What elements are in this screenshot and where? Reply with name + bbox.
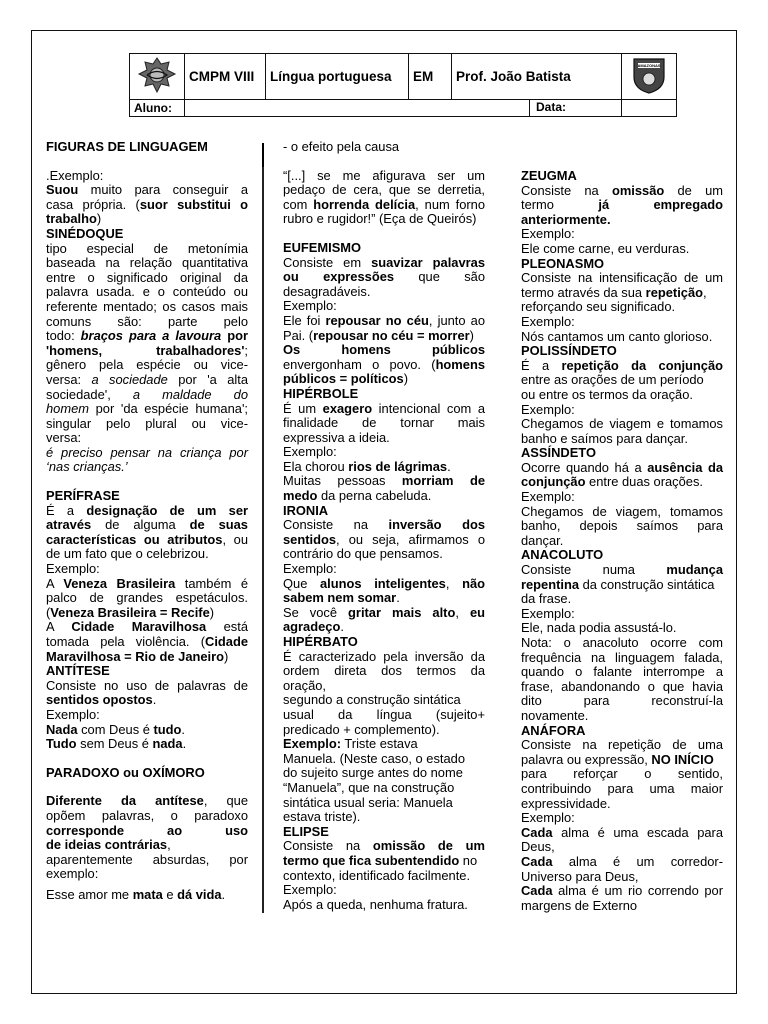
- section-title-paradoxo: PARADOXO ou OXÍMORO: [46, 764, 205, 780]
- text-bold: conjunção: [521, 474, 586, 490]
- text: palavra ou expressão,: [521, 751, 652, 767]
- text-bold: suavizar palavras: [371, 254, 485, 270]
- text-bold: suor substitui o: [139, 196, 248, 212]
- section-title-anafora: ANÁFORA: [521, 722, 586, 738]
- text-bold: 'homens, trabalhadores': [46, 342, 245, 358]
- text-line: gênero pela espécie ou vice-: [46, 357, 248, 373]
- text-bold: tudo: [153, 721, 182, 737]
- text-line: baseada na relação quantitativa: [46, 255, 248, 271]
- text: .: [396, 590, 400, 606]
- example-label: Exemplo:: [521, 401, 575, 417]
- text-bold: repousar no céu: [325, 312, 429, 328]
- teacher-name: Prof. João Batista: [452, 54, 622, 100]
- student-field[interactable]: [185, 100, 622, 117]
- text: É um: [283, 400, 323, 416]
- text-line: tipo especial de metonímia: [46, 240, 248, 256]
- text-bold: medo: [283, 488, 318, 504]
- text-line: banho, depois saímos para: [521, 518, 723, 534]
- text: ): [403, 371, 408, 387]
- text-line: Consiste no uso de palavras de: [46, 677, 248, 693]
- text: ): [469, 327, 474, 343]
- text: Ele foi: [283, 312, 326, 328]
- text-line: margens de Externo: [521, 897, 638, 913]
- text-bold: sabem nem somar: [283, 590, 397, 606]
- text-bold: alunos inteligentes: [320, 575, 446, 591]
- text: .: [182, 736, 187, 752]
- level-label: EM: [409, 54, 452, 100]
- text-line: Nota: o anacoluto ocorre com: [521, 635, 723, 650]
- text-line: para reforçar o sentido,: [521, 766, 723, 782]
- section-title-sinedoque: SINÉDOQUE: [46, 225, 124, 241]
- text: termo através da sua: [521, 284, 646, 300]
- section-title-pleonasmo: PLEONASMO: [521, 255, 605, 271]
- text: Ela chorou: [283, 458, 349, 474]
- section-title-hiperbato: HIPÉRBATO: [283, 634, 358, 649]
- text-line: do sujeito surge antes do nome: [283, 765, 463, 781]
- text-bold: Diferente da antítese: [46, 793, 204, 809]
- text-line: segundo a construção sintática: [283, 692, 461, 708]
- column-divider-mark: [262, 143, 264, 167]
- text-bold: eu: [469, 604, 485, 620]
- text-bold: Veneza Brasileira = Recife: [50, 604, 210, 620]
- text-bold: designação de um ser: [86, 502, 249, 518]
- text-line: contribuindo para uma maior: [521, 780, 723, 796]
- text: tomada pela violência. (: [46, 634, 206, 649]
- text-bold: características ou atributos: [46, 531, 223, 547]
- text: com: [283, 196, 314, 212]
- section-title-anacoluto: ANACOLUTO: [521, 547, 604, 563]
- text-bold: ou expressões: [283, 269, 395, 285]
- text-line: quando o falante interrompe a: [521, 664, 723, 680]
- text-line: entre o significado original da: [46, 269, 248, 285]
- section-title-eufemismo: EUFEMISMO: [283, 239, 362, 255]
- text-line: Consiste na intensificação de um: [521, 270, 723, 286]
- text-bold: por: [221, 328, 248, 344]
- text: ,: [703, 284, 707, 300]
- section-title-elipse: ELIPSE: [283, 823, 329, 839]
- text-bold: NO INÍCIO: [651, 751, 714, 767]
- text-line: usual da língua (sujeito+: [283, 706, 485, 722]
- subject-name: Língua portuguesa: [266, 54, 409, 100]
- text-line: finalidade de tornar mais: [283, 415, 485, 431]
- text-line: desagradáveis.: [283, 283, 371, 299]
- text-bold: já empregado: [598, 197, 723, 213]
- text-bold: trabalho: [46, 211, 97, 227]
- text-bold: rios de lágrimas: [348, 458, 448, 474]
- text: Consiste na: [283, 517, 389, 533]
- text-line: novamente.: [521, 707, 589, 723]
- text: Triste estava: [341, 736, 418, 752]
- text-bold: Cidade: [205, 634, 248, 649]
- text: Consiste numa: [521, 562, 667, 578]
- text-bold: exagero: [322, 400, 373, 416]
- text-line: reforçando seu significado.: [521, 299, 676, 315]
- text-line: comuns são: parte pelo: [46, 313, 248, 329]
- text: envergonham o povo. (: [283, 356, 436, 372]
- text-line: da frase.: [521, 591, 572, 607]
- text-line: dançar.: [521, 532, 564, 548]
- text-bold: agradeço: [283, 619, 341, 635]
- text: ,: [167, 837, 171, 853]
- left-crest-icon: [130, 54, 185, 100]
- text-bold-italic: braços para a lavoura: [80, 328, 222, 344]
- text-bold: Nada: [46, 721, 78, 737]
- text-bold: homens: [435, 356, 485, 372]
- text: ,: [455, 604, 470, 620]
- text: está: [206, 619, 248, 635]
- text: Se você: [283, 604, 349, 620]
- text-bold: termo que fica subentendido: [283, 852, 460, 868]
- text: ): [224, 648, 229, 664]
- text: A: [46, 575, 64, 591]
- text: Consiste em: [283, 254, 372, 270]
- text-bold: horrenda delícia: [313, 196, 416, 212]
- text-bold: repetição da conjunção: [561, 357, 724, 373]
- text-bold: Cidade Maravilhosa: [71, 619, 207, 635]
- text-bold: sentidos opostos: [46, 692, 153, 708]
- section-title-perifrase: PERÍFRASE: [46, 488, 120, 504]
- text: Consiste na: [283, 838, 373, 854]
- text-line: Após a queda, nenhuma fratura.: [283, 896, 468, 912]
- text: por 'da espécie humana';: [88, 401, 248, 417]
- text-line: palco de grandes espetáculos.: [46, 590, 248, 606]
- text-bold: Cada: [521, 824, 553, 840]
- text-bold: omissão: [611, 182, 665, 198]
- example-label: .Exemplo:: [46, 167, 104, 183]
- text: , ou: [222, 531, 248, 547]
- example-label: Exemplo:: [521, 489, 575, 505]
- text-bold: Tudo: [46, 736, 77, 752]
- column-1: [46, 140, 248, 903]
- text: da construção sintática: [579, 576, 715, 592]
- text-line: predicado + complemento).: [283, 721, 440, 737]
- text-line: frase, abandonando o que havia: [521, 678, 723, 694]
- text-line: estava triste).: [283, 809, 361, 825]
- text: (: [46, 604, 51, 620]
- text-line: expressividade.: [521, 795, 611, 811]
- text: Muitas pessoas: [283, 473, 402, 489]
- text: Que: [283, 575, 321, 591]
- text-italic: a maldade do: [132, 386, 248, 402]
- text-line: referente mentado; os casos mais: [46, 298, 248, 314]
- text-bold: mudança: [666, 562, 723, 578]
- text-line: palavra usada. e o conteúdo ou: [46, 284, 248, 300]
- text-bold: morriam de: [401, 473, 485, 489]
- example-label: Exemplo:: [521, 313, 575, 329]
- text: Esse amor me: [46, 886, 133, 902]
- text-bold: nada: [152, 736, 183, 752]
- section-title-ironia: IRONIA: [283, 502, 329, 518]
- shield-icon: [630, 55, 668, 95]
- text: , junto ao: [428, 312, 485, 328]
- example-label: Exemplo:: [46, 561, 100, 577]
- text-bold: através: [46, 517, 92, 533]
- text: sociedade',: [46, 386, 133, 402]
- text-bold: mata: [132, 886, 163, 902]
- text-bold: inversão dos: [388, 517, 485, 533]
- date-label: Data:: [529, 100, 566, 116]
- example-label: Exemplo:: [283, 561, 337, 577]
- text-line: Chegamos de viagem e tomamos: [521, 416, 723, 432]
- text-line: pedaço de cera, que se derretia,: [283, 182, 485, 198]
- text-bold: anteriormente.: [521, 211, 611, 227]
- text: casa própria. (: [46, 196, 140, 212]
- text-italic: é preciso pensar na criança por: [46, 444, 248, 460]
- text-bold: repentina: [521, 576, 580, 592]
- text: também é: [175, 575, 248, 591]
- text-bold: Cada: [521, 853, 553, 869]
- right-badge-icon: [622, 54, 677, 100]
- column-3: [521, 169, 723, 913]
- text-bold: de suas: [189, 517, 248, 533]
- text: Pai. (: [283, 327, 314, 343]
- text-line: ou entre os termos da oração.: [521, 386, 693, 402]
- text: entre duas orações.: [585, 474, 703, 490]
- text: , ou seja, afirmamos o: [336, 531, 485, 547]
- text-bold: Suou: [46, 182, 79, 198]
- text-line: É caracterizado pela inversão da: [283, 648, 485, 664]
- text-bold: omissão de um: [372, 838, 485, 854]
- student-label: Aluno:: [130, 100, 185, 117]
- badge-text: AMAZONAS: [637, 63, 661, 68]
- text: de um: [664, 182, 723, 198]
- text-line: Ele, nada podia assustá-lo.: [521, 620, 677, 636]
- text: ): [96, 211, 102, 227]
- text-line: aparentemente absurdas, por: [46, 851, 248, 867]
- example-label: Exemplo:: [283, 444, 337, 460]
- text: com Deus é: [77, 721, 154, 737]
- school-name: CMPM VIII: [185, 54, 266, 100]
- text: ;: [244, 342, 248, 358]
- text-line: Chegamos de viagem, tomamos: [521, 503, 723, 519]
- text-line: expressiva a ideia.: [283, 429, 390, 445]
- text: É a: [521, 357, 562, 373]
- text: .: [340, 619, 344, 635]
- example-label: Exemplo:: [283, 298, 337, 314]
- text-line: sintática usual seria: Manuela: [283, 794, 453, 810]
- section-title-antitese: ANTÍTESE: [46, 663, 110, 679]
- text-bold: de ideias contrárias: [46, 837, 168, 853]
- text: intencional com a: [372, 400, 485, 416]
- text-line: Ele come carne, eu verduras.: [521, 240, 690, 256]
- text-line: opõem palavras, o paradoxo: [46, 807, 248, 823]
- text: ,: [445, 575, 463, 591]
- text: que são: [394, 269, 485, 285]
- text-line: contrário do que pensamos.: [283, 546, 443, 562]
- example-label: Exemplo:: [521, 226, 575, 242]
- text-line: Manuela. (Neste caso, o estado: [283, 750, 466, 766]
- text-italic: ‘nas crianças.’: [46, 459, 128, 475]
- text-line: ordem direta dos termos da: [283, 663, 485, 679]
- text-line: de um fato que o celebrizou.: [46, 546, 209, 562]
- text-line: rubro e rugidor!” (Eça de Queirós): [283, 211, 477, 227]
- text-line: “[...] se me afigurava ser um: [283, 167, 485, 183]
- crest-icon: [137, 56, 177, 94]
- section-title-assindeto: ASSÍNDETO: [521, 445, 596, 461]
- text-line: singular pelo plural ou vice-: [46, 415, 248, 431]
- text-italic: homem: [46, 401, 89, 417]
- text-bold: repetição: [645, 284, 703, 300]
- text-bold: Cada: [521, 883, 553, 899]
- text-italic: a sociedade: [91, 371, 168, 387]
- text-bold: Veneza Brasileira: [63, 575, 176, 591]
- text-line: Nós cantamos um canto glorioso.: [521, 328, 713, 344]
- text-line: oração,: [283, 677, 326, 693]
- text: É a: [46, 502, 87, 518]
- text-line: entre as orações de um período: [521, 372, 704, 388]
- text-line: contexto, identificado facilmente.: [283, 867, 471, 883]
- text: versa:: [46, 371, 92, 387]
- text: alma é uma escada para: [552, 824, 723, 840]
- section-title-polissindeto: POLISSÍNDETO: [521, 343, 617, 359]
- text: sem Deus é: [76, 736, 153, 752]
- text: , que: [203, 793, 248, 809]
- example-label: Exemplo:: [46, 706, 100, 722]
- date-field[interactable]: [622, 100, 677, 117]
- text: muito para conseguir a: [78, 182, 248, 198]
- text-line: banho e saímos para dançar.: [521, 430, 688, 446]
- section-title-hiperbole: HIPÉRBOLE: [283, 385, 359, 401]
- text: Consiste na: [521, 182, 612, 198]
- text-bold: repousar no céu = morrer: [313, 327, 470, 343]
- example-label: Exemplo:: [283, 882, 337, 898]
- text: todo:: [46, 328, 81, 344]
- text: alma é um rio correndo por: [552, 883, 723, 899]
- text-bold: não: [462, 575, 485, 591]
- text-line: Universo para Deus,: [521, 868, 639, 884]
- text-bold: Maravilhosa = Rio de Janeiro: [46, 648, 225, 664]
- text: .: [181, 721, 185, 737]
- text-bold: Exemplo:: [283, 736, 342, 752]
- header-table: [129, 53, 677, 117]
- text: no: [459, 852, 478, 868]
- column-2: [283, 140, 485, 912]
- text-bold: dá vida: [177, 886, 222, 902]
- example-label: Exemplo:: [521, 605, 575, 621]
- text-line: frequência na linguagem falada,: [521, 649, 723, 665]
- example-label: Exemplo:: [521, 810, 575, 826]
- text-bold: públicos = políticos: [283, 371, 404, 387]
- text: da perna cabeluda.: [317, 488, 432, 504]
- text: ): [209, 604, 215, 620]
- text-bold: gritar mais alto: [348, 604, 456, 620]
- text: .: [447, 458, 451, 474]
- text-line: versa:: [46, 430, 82, 446]
- text-line: exemplo:: [46, 866, 99, 882]
- text: e: [162, 886, 178, 902]
- text-line: dito para reconstruí-la: [521, 693, 723, 709]
- text: termo: [521, 197, 599, 213]
- text-bold: ausência da: [647, 459, 723, 475]
- text: .: [221, 886, 226, 902]
- section-title-figuras: FIGURAS DE LINGUAGEM: [46, 139, 208, 154]
- text-line: Consiste na repetição de uma: [521, 737, 723, 753]
- text-bold: Os homens públicos: [283, 342, 485, 358]
- text: , num forno: [415, 196, 486, 212]
- text: por 'a alta: [167, 371, 248, 387]
- text-line: - o efeito pela causa: [283, 139, 400, 154]
- text: Ocorre quando há a: [521, 459, 648, 475]
- text: .: [152, 692, 157, 708]
- text-line: Deus,: [521, 839, 555, 855]
- text: de alguma: [91, 517, 190, 533]
- text-line: “Manuela”, que na construção: [283, 779, 455, 795]
- text-bold: sentidos: [283, 531, 337, 547]
- text: alma é um corredor-: [552, 853, 723, 869]
- section-title-zeugma: ZEUGMA: [521, 168, 577, 183]
- text-bold: corresponde ao uso: [46, 822, 248, 838]
- text: A: [46, 619, 72, 635]
- column-divider: [262, 143, 264, 913]
